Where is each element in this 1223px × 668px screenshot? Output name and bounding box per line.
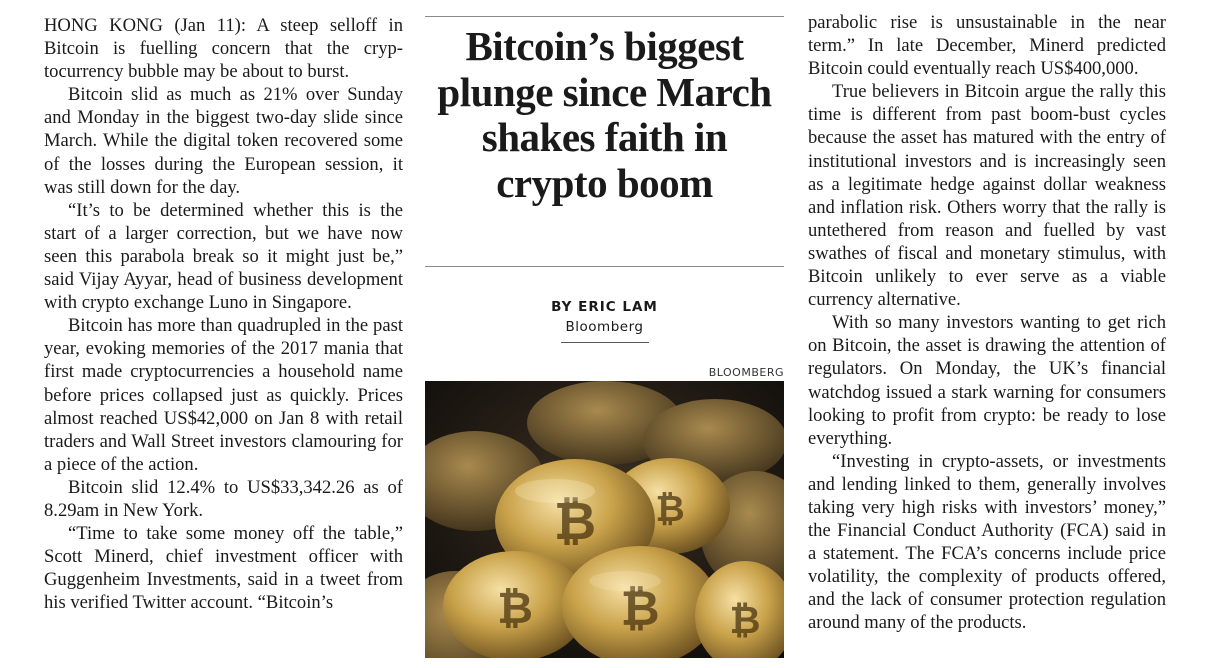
svg-text:₿: ₿	[729, 598, 761, 642]
article-paragraph: True believers in Bitcoin argue the rally this time is different from past boom-bust cycles because the asset has matured with the entry of institutional investors and is increasingly seen as a legitimate hedge against dollar weakness and inflation risk. Others worry that the rally is untethered from reason and fuelled by vast swathes of fiscal and monetary stimulus, with Bitcoin unlikely to ever serve as a viable currency alternative.	[808, 81, 1166, 311]
bitcoin-coins-photo	[425, 381, 784, 658]
article-paragraph: “Time to take some money off the table,” Scott Minerd, chief investment officer with Guggenheim Investments, said in a tweet from his verified Twitter account. “Bitcoin’s	[44, 523, 403, 614]
article-paragraph: Bitcoin slid 12.4% to US$33,342.26 as of 8.29am in New York.	[44, 476, 403, 521]
headline-rule	[425, 266, 784, 267]
headline-block	[425, 0, 784, 668]
article-paragraph: Bitcoin has more than quadrupled in the past year, evoking memories of the 2017 mania that first made cryptocurrencies a household name before prices collapsed just as quickly. Prices almost reached US$42,000 on Jan 8 with retail traders and Wall Street investors clamouring for a piece of the action.	[44, 315, 403, 475]
article-paragraph: parabolic rise is unsustainable in the near term.” In late December, Minerd predicted Bitcoin could eventually reach US$400,000.	[808, 12, 1166, 80]
agency-label: Bloomberg	[565, 319, 644, 335]
svg-text:₿: ₿	[553, 492, 597, 552]
headline: Bitcoin’s biggest plunge since March shakes faith in crypto boom	[437, 23, 772, 206]
svg-text:₿: ₿	[620, 581, 660, 637]
article-paragraph: With so many investors wanting to get rich on Bitcoin, the asset is drawing the attention of regulators. On Monday, the UK’s financial watchdog issued a stark warning for consumers looking to profit from crypto: be ready to lose everything.	[808, 312, 1166, 449]
article-column-left	[44, 14, 403, 614]
article-column-right	[808, 11, 1166, 635]
svg-text:₿: ₿	[497, 583, 533, 634]
svg-text:₿: ₿	[655, 489, 685, 530]
article-paragraph: Bitcoin slid as much as 21% over Sunday and Monday in the biggest two-day slide since March. While the digital token recovered some of the losses during the European session, it was still down for the day.	[44, 84, 403, 198]
article-paragraph: HONG KONG (Jan 11): A steep selloff in Bitcoin is fuelling concern that the cryptocurrency bubble may be about to burst.	[44, 15, 403, 83]
article-paragraph: “It’s to be determined whether this is the start of a larger correction, but we have now seen this parabola break so it might just be,” said Vijay Ayyar, head of business development with crypto exchange Luno in Singapore.	[44, 199, 403, 314]
article-paragraph: “Investing in crypto-assets, or investments and lending linked to them, generally involves taking very high risks with investors’ money,” the Financial Conduct Authority (FCA) said in a statement. The FCA’s concerns include price volatility, the complexity of products offered, and the lack of consumer protection regulation around many of the products.	[808, 450, 1166, 634]
photo-credit: BLOOMBERG	[708, 366, 784, 379]
byline: BY ERIC LAM	[551, 299, 658, 315]
top-rule	[425, 16, 784, 17]
byline-rule	[561, 342, 649, 343]
